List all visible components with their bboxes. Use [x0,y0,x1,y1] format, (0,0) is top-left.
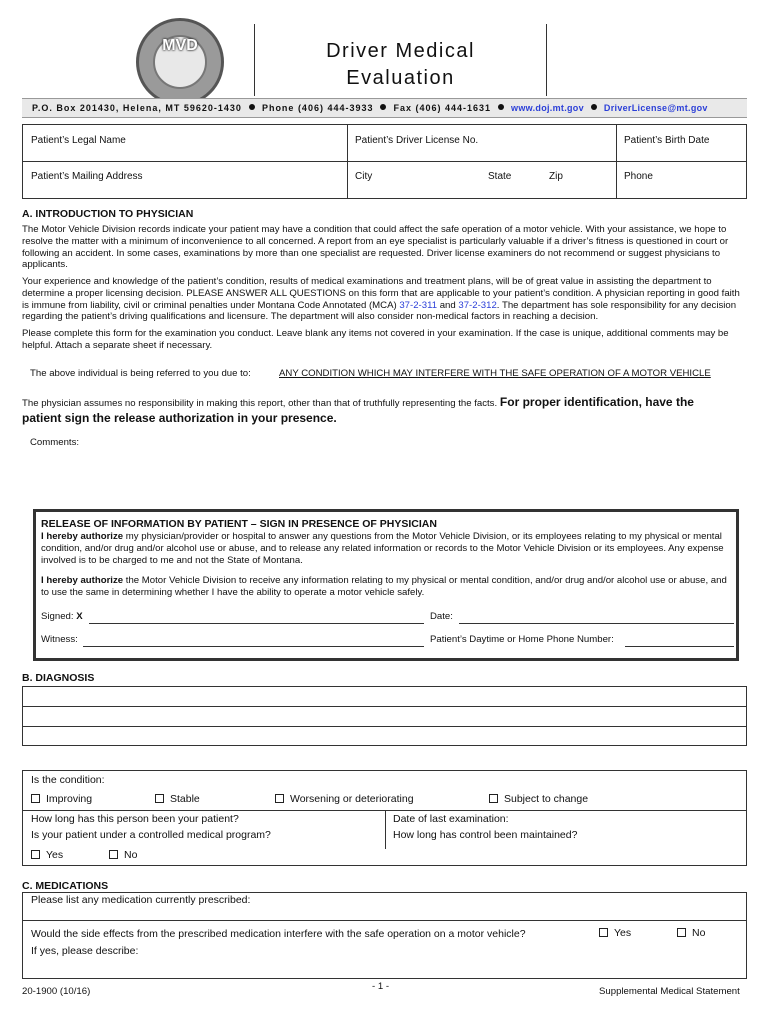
signed-label-text: Signed: [41,611,74,622]
condition-question: Is the condition: [31,774,105,786]
section-c-heading: C. MEDICATIONS [22,880,109,892]
intro-p2-end: . The department has sole responsibility for any decision regarding the patient’s driving qualifications and licensure. The department will also consider non-medical factors in reaching a decision. [22,299,737,323]
table-divider [347,125,348,198]
signed-x-mark: X [76,611,83,622]
medications-divider [23,920,746,921]
medication-list-prompt[interactable]: Please list any medication currently prescribed: [31,894,251,906]
last-exam-date[interactable]: Date of last examination: [393,813,509,825]
date-label: Date: [430,611,453,622]
option-worsening-label: Worsening or deteriorating [290,793,414,805]
bullet-icon [591,104,597,110]
condition-box [22,770,747,866]
page-number: - 1 - [372,981,390,992]
checkbox-icon[interactable] [677,928,686,937]
medications-box [22,892,747,979]
responsibility-text: The physician assumes no responsibility in making this report, other than that of truthfully representing the facts. [22,398,498,409]
field-legal-name[interactable]: Patient’s Legal Name [31,135,126,146]
signed-label [41,611,83,623]
side-effects-no-label: No [692,927,706,939]
release-authorization-2 [41,575,731,599]
release-text-2: the Motor Vehicle Division to receive any information relating to my physical or mental condition, and/or drug and/or alcohol use or abuse, and to use the same in determining whether I have the ability to operate a motor vehicle safely. [41,575,727,598]
option-stable[interactable] [155,793,200,805]
bullet-icon [249,104,255,110]
referral-label: The above individual is being referred to you due to: [30,368,251,379]
checkbox-icon[interactable] [489,794,498,803]
side-effects-no[interactable] [677,927,705,939]
controlled-yes[interactable] [31,849,63,861]
table-divider [616,125,617,198]
checkbox-icon[interactable] [31,794,40,803]
bullet-icon [498,104,504,110]
section-b-heading: B. DIAGNOSIS [22,672,95,684]
date-line[interactable] [459,623,734,624]
checkbox-icon[interactable] [109,850,118,859]
mca-link-37-2-312[interactable]: 37-2-312 [458,299,497,311]
witness-line[interactable] [83,646,424,647]
form-title-line2: Evaluation [346,67,455,89]
release-text-1: my physician/provider or hospital to answer any questions from the Motor Vehicle Division, or its employees relating to my physical or mental condition, and/or drug and/or alcohol use or abuse, and to release any related information or records to the Motor Vehicle Division or its employees. Any expense involved is to be charged to me and not the State of Montana. [41,531,724,566]
release-authorization-1 [41,531,731,566]
daytime-phone-line[interactable] [625,646,734,647]
intro-paragraph-3: Please complete this form for the examination you conduct. Leave blank any items not covered in your examination. If the case is unique, additional comments may be helpful. Attach a separate sheet if necessary. [22,328,729,351]
release-of-information-box [33,509,739,661]
control-maintained[interactable]: How long has control been maintained? [393,829,578,841]
controlled-no[interactable] [109,849,137,861]
release-bold-1: I hereby authorize [41,531,124,542]
contact-phone: Phone (406) 444-3933 [261,103,374,113]
form-name: Supplemental Medical Statement [599,986,740,997]
side-effects-question: Would the side effects from the prescribed medication interfere with the safe operation on a motor vehicle? [31,928,526,940]
intro-paragraph-1: The Motor Vehicle Division records indicate your patient may have a condition that could affect the safe operation of a motor vehicle. With your assistance, we hope to resolve the matter with a minimum of inconvenience to all concerned. A report from an eye specialist is particularly valuable if a driver’s fitness is questioned in court or following an accident. In some cases, examinations by more than one specialist are requested. Driver license examiners do not recommend or suggest physicians to applicants. [22,224,729,271]
section-a-heading: A. INTRODUCTION TO PHYSICIAN [22,208,194,220]
field-zip[interactable]: Zip [549,171,563,182]
checkbox-icon[interactable] [31,850,40,859]
how-long-patient[interactable]: How long has this person been your patient? [31,813,239,825]
describe-prompt[interactable]: If yes, please describe: [31,945,139,957]
bullet-icon [380,104,386,110]
mvd-seal-logo [136,18,224,106]
checkbox-icon[interactable] [599,928,608,937]
intro-paragraph-2 [22,276,748,323]
field-birth-date[interactable]: Patient’s Birth Date [624,135,710,146]
checkbox-icon[interactable] [275,794,284,803]
comments-label: Comments: [30,437,80,448]
form-number: 20-1900 (10/16) [22,986,91,997]
release-bold-2: I hereby authorize [41,575,124,586]
diagnosis-line [23,706,746,707]
mca-link-37-2-311[interactable]: 37-2-311 [399,299,438,311]
email-link[interactable]: DriverLicense@mt.gov [603,103,708,113]
contact-address: P.O. Box 201430, Helena, MT 59620-1430 [32,103,242,113]
option-improving-label: Improving [46,793,93,805]
checkbox-icon[interactable] [155,794,164,803]
option-stable-label: Stable [170,793,200,805]
identification-bold-2: patient sign the release authorization in your presence. [22,411,337,425]
patient-info-table [22,124,747,199]
option-subject-to-change[interactable] [489,793,588,805]
condition-divider [385,810,386,849]
controlled-yes-label: Yes [46,849,64,861]
website-link[interactable]: www.doj.mt.gov [511,103,584,113]
contact-fax: Fax (406) 444-1631 [393,103,492,113]
field-state[interactable]: State [488,171,512,182]
identification-bold-1: For proper identification, have the [499,395,694,409]
identification-notice [22,395,748,427]
side-effects-yes[interactable] [599,927,631,939]
logo-text: MVD [162,37,198,54]
release-heading: RELEASE OF INFORMATION BY PATIENT – SIGN IN PRESENCE OF PHYSICIAN [41,518,437,530]
field-city[interactable]: City [355,171,373,182]
signature-line[interactable] [89,623,424,624]
field-phone[interactable]: Phone [624,171,653,182]
option-subject-to-change-label: Subject to change [504,793,589,805]
controlled-no-label: No [124,849,138,861]
diagnosis-box[interactable] [22,686,747,746]
diagnosis-line [23,726,746,727]
controlled-program-question: Is your patient under a controlled medical program? [31,829,271,841]
field-license-no[interactable]: Patient’s Driver License No. [355,135,479,146]
form-title-line1: Driver Medical [326,40,475,62]
form-title [255,38,546,92]
field-mailing-address[interactable]: Patient’s Mailing Address [31,171,143,182]
contact-bar [22,98,747,118]
side-effects-yes-label: Yes [614,927,632,939]
option-worsening[interactable] [275,793,414,805]
intro-p2-and: and [437,299,459,311]
witness-label: Witness: [41,634,78,645]
option-improving[interactable] [31,793,92,805]
title-divider-right [546,24,547,96]
referral-value: ANY CONDITION WHICH MAY INTERFERE WITH THE SAFE OPERATION OF A MOTOR VEHICLE [279,368,711,379]
table-divider [23,161,746,162]
intro-p2-start: Your experience and knowledge of the patient’s condition, results of medical examinations and treatment plans, will be of great value in assisting the department to determine a proper licensing decision. PLEASE ANSWER ALL QUESTIONS on this form that are applicable to your patient’s condition. A physician reporting in good faith is immune from liability, civil or criminal penalties under Montana Code Annotated (MCA) [22,276,740,311]
daytime-phone-label: Patient’s Daytime or Home Phone Number: [430,634,614,645]
